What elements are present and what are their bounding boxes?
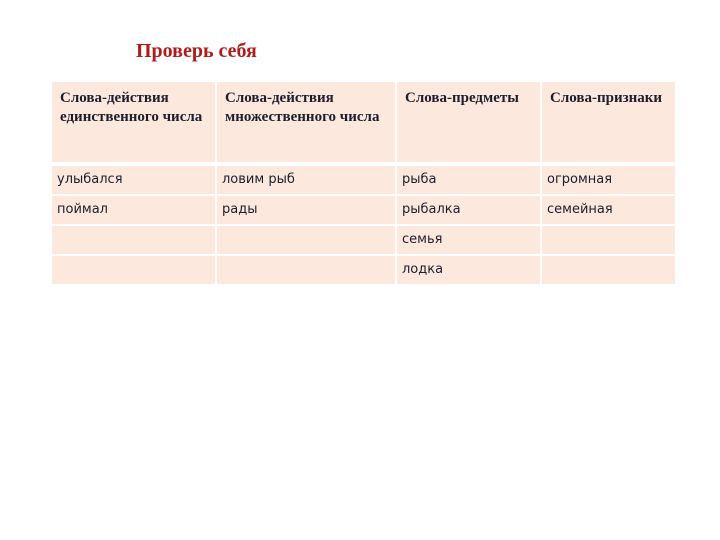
header-adjectives: Слова-признаки	[541, 81, 676, 164]
table-cell	[216, 225, 396, 255]
word-table	[50, 80, 675, 286]
table-cell: поймал	[51, 195, 216, 225]
table-cell: семейная	[541, 195, 676, 225]
header-nouns: Слова-предметы	[396, 81, 541, 164]
table-cell: семья	[396, 225, 541, 255]
table-cell	[541, 225, 676, 255]
table-cell: лодка	[396, 255, 541, 285]
table-header-row	[51, 81, 676, 164]
table-cell	[51, 255, 216, 285]
table-cell: улыбался	[51, 164, 216, 195]
header-singular-verbs: Слова-действия единственного числа	[51, 81, 216, 164]
table-row	[51, 195, 676, 225]
header-plural-verbs: Слова-действия множественного числа	[216, 81, 396, 164]
table-cell	[216, 255, 396, 285]
table-cell: рыба	[396, 164, 541, 195]
table	[50, 80, 677, 286]
table-cell: ловим рыб	[216, 164, 396, 195]
table-row	[51, 225, 676, 255]
table-row	[51, 164, 676, 195]
table-row	[51, 255, 676, 285]
table-cell	[51, 225, 216, 255]
table-cell: рыбалка	[396, 195, 541, 225]
table-cell	[541, 255, 676, 285]
page-title: Проверь себя	[136, 40, 257, 62]
table-cell: огромная	[541, 164, 676, 195]
table-cell: рады	[216, 195, 396, 225]
